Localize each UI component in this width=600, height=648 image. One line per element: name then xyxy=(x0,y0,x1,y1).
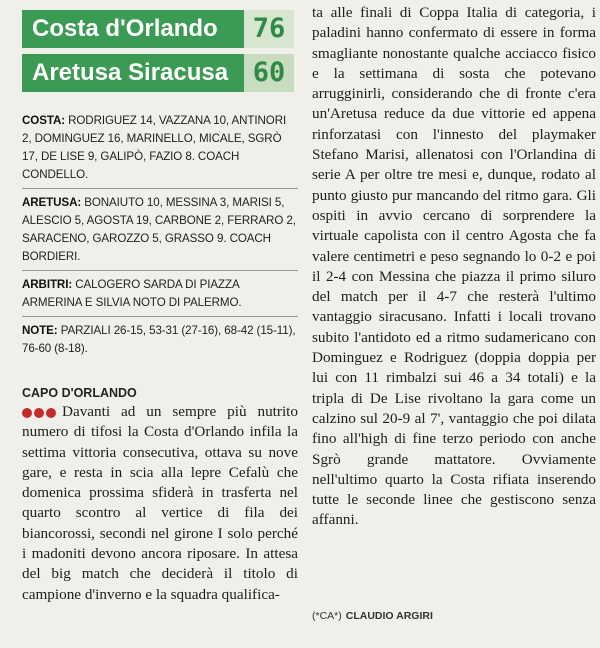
divider xyxy=(22,188,298,189)
right-column xyxy=(312,0,596,648)
lineup-costa-text: RODRIGUEZ 14, VAZZANA 10, ANTINORI 2, DOMINGUEZ 16, MARINELLO, MICALE, SGRÒ 17, DE LISE 9, GALIPÒ, FAZIO 8. COACH CONDELLO. xyxy=(22,114,287,181)
away-team-score: 60 xyxy=(244,54,294,92)
referees-text: CALOGERO SARDA DI PIAZZA ARMERINA E SILVIA NOTO DI PALERMO. xyxy=(22,278,242,309)
article-body-col1: Davanti ad un sempre più nutrito numero di tifosi la Costa d'Orlando infila la settima vittoria consecutiva, ottava su nove gare, e resta in scia alla lepre Cefalù che domenica prossima sfiderà in trasferta nel quarto scontro al vertice di fila dei biancorossi, secondi nel girone I solo perché i madoniti devono ancora riposare. In attesa del big match che deciderà il titolo di campione d'inverno e la squadra qualifica- xyxy=(22,403,298,603)
divider xyxy=(22,270,298,271)
byline-author: CLAUDIO ARGIRI xyxy=(345,610,433,622)
referees xyxy=(22,276,298,312)
home-team-name: Costa d'Orlando xyxy=(22,10,244,48)
home-team-score: 76 xyxy=(244,10,294,48)
lineup-costa-label: COSTA: xyxy=(22,114,65,127)
referees-label: ARBITRI: xyxy=(22,278,73,291)
notes-label: NOTE: xyxy=(22,324,58,337)
divider xyxy=(22,316,298,317)
byline-tag: (*CA*) xyxy=(312,610,342,622)
article-body-col2: ta alle finali di Coppa Italia di categoria, i paladini hanno confermato di essere in forma smagliante nonostante qualche acciacco fisico e la settimana di sosta che potevano arrugginirli, considerando che di fronte c'era un'Aretusa reduce da due vittorie ed appena rinforzatasi con l'innesto del playmaker Stefano Marisi, allenatosi con l'Orlandina di serie A per oltre tre mesi e, dunque, rodato al punto giusto pur mancando del ritmo gara. Gli ospiti in avvio cercano di sorprendere la virtuale capolista con il centro Agosta che fa valere centimetri e peso segnando lo 0-2 e poi il 2-4 con Messina che piazza il primo siluro del match per il 4-7 che resterà l'ultimo vantaggio siracusano. Infatti i locali trovano subito l'antidoto ed a ritmo sudamericano con Dominguez e Rodriguez (doppia doppia per lui con 11 rimbalzi sui 46 a 34 totali) e la tripla di De Lise rivoltano la gara come un calzino sul 20-9 al 7', vantaggio che poi dilata fino all'high di fine terzo periodo con anche Sgrò grande mattatore. Ovviamente nell'ultimo quarto la Costa rifiata inserendo tutte le seconde linee che gestiscono senza affanni. xyxy=(312,4,596,529)
article-dateline: CAPO D'ORLANDO xyxy=(22,386,137,400)
game-notes xyxy=(22,322,298,358)
byline xyxy=(312,610,433,622)
lineup-aretusa xyxy=(22,194,298,266)
lineup-aretusa-text: BONAIUTO 10, MESSINA 3, MARISI 5, ALESCIO 5, AGOSTA 19, CARBONE 2, FERRARO 2, SARACENO, GAROZZO 5, GRASSO 9. COACH BORDIERI. xyxy=(22,196,296,263)
lineup-costa xyxy=(22,112,298,184)
away-team-name: Aretusa Siracusa xyxy=(22,54,244,92)
score-row-away xyxy=(22,54,294,92)
lineup-aretusa-label: ARETUSA: xyxy=(22,196,82,209)
notes-text: PARZIALI 26-15, 53-31 (27-16), 68-42 (15-11), 76-60 (8-18). xyxy=(22,324,296,355)
score-row-home xyxy=(22,10,294,48)
